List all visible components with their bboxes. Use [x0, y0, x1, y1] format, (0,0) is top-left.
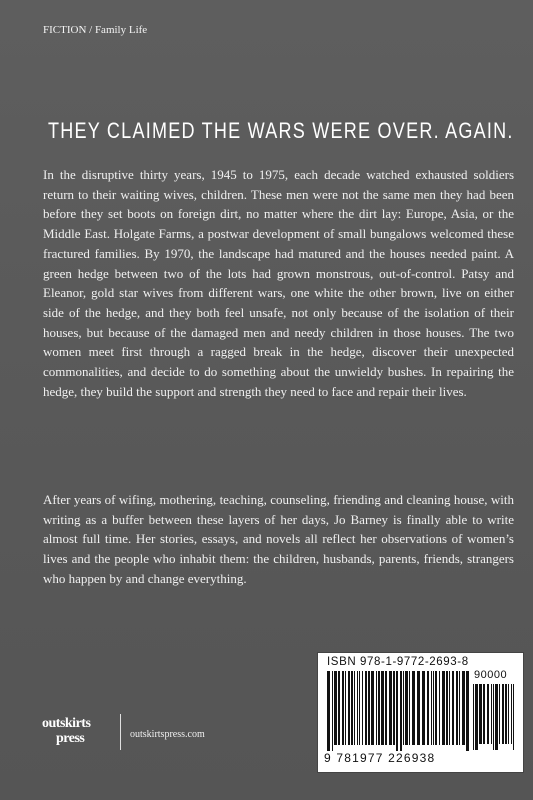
category-label: FICTION / Family Life	[43, 24, 148, 36]
barcode-bar	[378, 671, 380, 745]
barcode-bar	[412, 671, 415, 745]
barcode-bar	[495, 684, 498, 750]
barcode-bar	[385, 671, 387, 745]
barcode-bar	[393, 671, 395, 745]
barcode-bar	[354, 671, 355, 745]
headline: THEY CLAIMED THE WARS WERE OVER. AGAIN.	[47, 118, 514, 143]
barcode-bar	[462, 671, 465, 745]
barcode-bar	[435, 671, 437, 745]
barcode-bar	[493, 684, 494, 750]
barcode-bar	[433, 671, 434, 745]
author-bio: After years of wifing, mothering, teaching, counseling, friending and cleaning house, with writing as a buffer between these layers of her days, Jo Barney is finally able to write almost full time. Her stories, essays, and novels all reflect her observations of women’s lives and the people who inhabit them: the children, husbands, parents, friends, strangers who happen by and change everything.	[43, 492, 514, 586]
barcode-bar	[417, 671, 420, 745]
barcode-bar	[345, 671, 346, 745]
barcode-bar	[338, 671, 340, 745]
barcode-bar	[422, 671, 425, 745]
book-blurb: In the disruptive thirty years, 1945 to 1975, each decade watched exhausted soldiers return to their waiting wives, children. These men were not the same men they had been before they set boots on foreign dirt, no matter where the dirt lay: Europe, Asia, or the Middle East. Holgate Farms, a postwar development of small bungalows welcomed these fractured families. By 1970, the landscape had matured and the houses needed paint. A green hedge between two of the lots had grown monstrous, out-of-control. Patsy and Eleanor, gold star wives from different wars, one white the other brown, live on either side of the hedge, and they both feel unsafe, not only because of the isolation of their houses, but because of the damaged men and needy children in those houses. The two women meet first through a ragged break in the hedge, discover their unexpected commonalities, and decide to do something about the unwieldy bushes. In repairing the hedge, they build the support and strength they need to face and repair their lives.	[43, 167, 514, 399]
barcode-bar	[332, 671, 333, 751]
barcode-bar	[403, 671, 404, 745]
barcode-bar	[357, 671, 358, 745]
barcode-bar	[473, 684, 474, 750]
barcode-bar	[459, 671, 460, 745]
isbn-barcode	[317, 652, 524, 773]
barcode-bar	[400, 671, 402, 751]
barcode-bar	[327, 671, 330, 751]
barcode-bar	[362, 671, 363, 745]
barcode-bar	[342, 671, 344, 745]
isbn-label: ISBN 978-1-9772-2693-8	[327, 656, 469, 668]
barcode-bar	[499, 684, 500, 744]
barcode-bar	[487, 684, 489, 744]
barcode-bar	[456, 671, 458, 745]
barcode-bar	[452, 671, 454, 745]
barcode-bars	[327, 671, 469, 751]
barcode-bar	[389, 671, 392, 745]
barcode-digits: 9 781977 226938	[324, 751, 436, 765]
barcode-bar	[502, 684, 504, 744]
barcode-bar	[439, 671, 440, 745]
barcode-bar	[405, 671, 408, 745]
barcode-bar	[483, 684, 485, 744]
barcode-bar	[396, 671, 398, 751]
barcode-bar	[427, 671, 429, 745]
barcode-bar	[431, 671, 432, 745]
publisher-logo-bottom: press	[56, 731, 85, 746]
barcode-bar	[511, 684, 512, 744]
barcode-bar	[348, 671, 350, 745]
publisher-logo-top: outskirts	[42, 716, 91, 731]
barcode-addon-number: 90000	[474, 669, 508, 681]
barcode-bar	[449, 671, 450, 745]
barcode-bar	[442, 671, 445, 745]
barcode-bar	[409, 671, 410, 745]
barcode-bar	[365, 671, 367, 745]
barcode-bar	[479, 684, 482, 744]
barcode-bar	[508, 684, 509, 744]
publisher-logo	[42, 716, 112, 750]
barcode-bar	[505, 684, 507, 744]
barcode-bar	[466, 671, 469, 751]
logo-divider	[120, 714, 121, 750]
barcode-bar	[446, 671, 448, 745]
barcode-bar	[513, 684, 514, 750]
barcode-bar	[376, 671, 377, 745]
barcode-bar	[359, 671, 360, 745]
barcode-bar	[491, 684, 492, 744]
barcode-bar	[371, 671, 374, 745]
barcode-bar	[381, 671, 384, 745]
barcode-bar	[351, 671, 353, 745]
barcode-addon-bars	[473, 684, 517, 750]
publisher-url: outskirtspress.com	[130, 729, 205, 740]
barcode-bar	[475, 684, 478, 750]
barcode-bar	[334, 671, 337, 745]
barcode-bar	[368, 671, 370, 745]
